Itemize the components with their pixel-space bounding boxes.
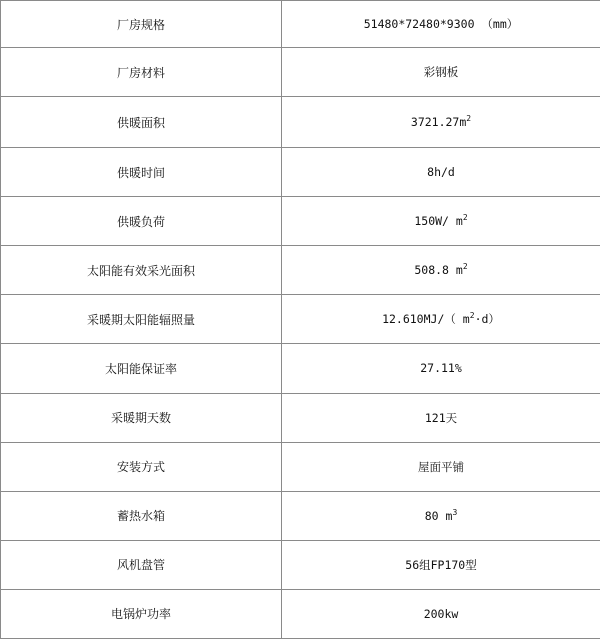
row-value: 121天 bbox=[282, 393, 600, 442]
row-label: 采暖期天数 bbox=[1, 393, 282, 442]
table-row bbox=[1, 295, 600, 344]
table-row bbox=[1, 246, 600, 295]
row-label: 供暖负荷 bbox=[1, 197, 282, 246]
value-text: 150W/ m bbox=[414, 214, 463, 229]
row-value: 200kw bbox=[282, 589, 600, 638]
superscript: 2 bbox=[462, 262, 468, 272]
value-text-suffix: ·d） bbox=[474, 312, 500, 327]
superscript: 3 bbox=[452, 507, 458, 517]
value-text: 12.610MJ/（ m bbox=[382, 312, 470, 327]
row-label: 安装方式 bbox=[1, 442, 282, 491]
row-label: 太阳能有效采光面积 bbox=[1, 246, 282, 295]
row-value: 彩钢板 bbox=[282, 48, 600, 97]
table-row bbox=[1, 97, 600, 148]
row-value: 56组FP170型 bbox=[282, 540, 600, 589]
row-value bbox=[282, 491, 600, 540]
row-value: 27.11% bbox=[282, 344, 600, 393]
superscript: 2 bbox=[469, 311, 475, 321]
row-value bbox=[282, 295, 600, 344]
row-label: 供暖面积 bbox=[1, 97, 282, 148]
table-row bbox=[1, 442, 600, 491]
table-row bbox=[1, 491, 600, 540]
row-label: 电锅炉功率 bbox=[1, 589, 282, 638]
row-label: 厂房规格 bbox=[1, 1, 282, 48]
table-row bbox=[1, 589, 600, 638]
row-label: 采暖期太阳能辐照量 bbox=[1, 295, 282, 344]
table-row bbox=[1, 48, 600, 97]
table-row bbox=[1, 393, 600, 442]
row-value: 51480*72480*9300 （mm） bbox=[282, 1, 600, 48]
row-value: 屋面平铺 bbox=[282, 442, 600, 491]
table-row bbox=[1, 148, 600, 197]
row-label: 供暖时间 bbox=[1, 148, 282, 197]
table-row bbox=[1, 197, 600, 246]
value-text: 80 m bbox=[424, 508, 453, 523]
row-value bbox=[282, 197, 600, 246]
row-value bbox=[282, 97, 600, 148]
table-row bbox=[1, 1, 600, 48]
row-value: 8h/d bbox=[282, 148, 600, 197]
row-value bbox=[282, 246, 600, 295]
value-text: 3721.27m bbox=[410, 115, 467, 130]
row-label: 太阳能保证率 bbox=[1, 344, 282, 393]
row-label: 厂房材料 bbox=[1, 48, 282, 97]
row-label: 蓄热水箱 bbox=[1, 491, 282, 540]
superscript: 2 bbox=[466, 114, 472, 124]
value-text: 508.8 m bbox=[414, 263, 463, 278]
superscript: 2 bbox=[462, 213, 468, 223]
table-row bbox=[1, 540, 600, 589]
row-label: 风机盘管 bbox=[1, 540, 282, 589]
table-row bbox=[1, 344, 600, 393]
